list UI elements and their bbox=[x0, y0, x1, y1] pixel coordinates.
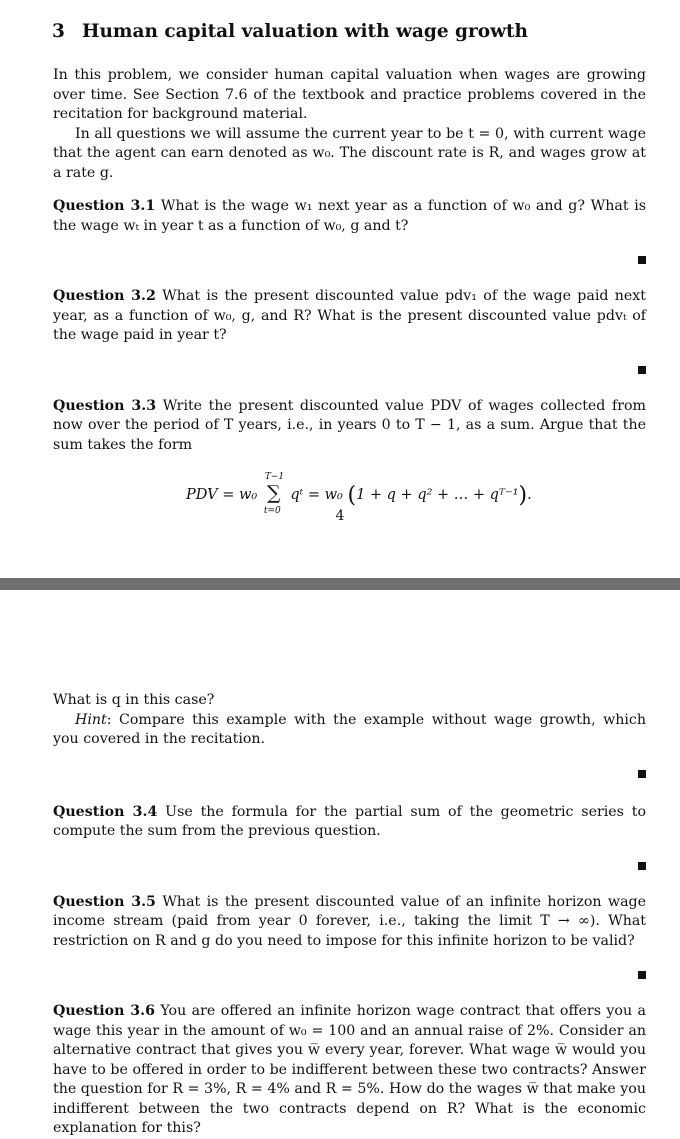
hint-paragraph bbox=[53, 711, 646, 750]
section-heading bbox=[52, 20, 646, 44]
equation-end: . bbox=[527, 486, 532, 503]
sum-term: qᵗ = w₀ bbox=[290, 486, 343, 503]
question-3-5 bbox=[53, 893, 646, 952]
equation-line: PDV = w₀ T−1 ∑ t=0 qᵗ = w₀ (1 + q + q² + … + qᵀ⁻¹). bbox=[186, 484, 532, 506]
qed-row bbox=[53, 842, 646, 894]
question-3-6-label: Question 3.6 bbox=[53, 1003, 155, 1019]
qed-row bbox=[53, 951, 646, 1003]
assumptions-paragraph: In all questions we will assume the current year to be t = 0, with current wage that the agent can earn denoted as w₀. The discount rate is R, and wages grow at a rate g. bbox=[53, 125, 646, 181]
sum-upper-limit: T−1 bbox=[264, 472, 285, 482]
qed-row bbox=[53, 750, 646, 804]
qed-row bbox=[53, 236, 646, 288]
question-3-3-label: Question 3.3 bbox=[53, 397, 157, 414]
page-number: 4 bbox=[335, 508, 345, 524]
section-number: 3 bbox=[52, 21, 65, 42]
question-3-2 bbox=[53, 287, 646, 346]
question-3-4-text: Use the formula for the partial sum of the geometric series to compute the sum from the previous question. bbox=[53, 803, 647, 839]
end-of-question-icon bbox=[638, 770, 646, 778]
question-3-2-text: What is the present discounted value pdv₁ of the wage paid next year, as a function of w₀, g, and R? What is the present discounted value pdvₜ of the wage paid in year t? bbox=[53, 288, 647, 343]
intro-paragraph: In this problem, we consider human capital valuation when wages are growing over time. See Section 7.6 of the textbook and practice problems covered in the recitation for background material. bbox=[53, 67, 646, 122]
question-3-1 bbox=[53, 197, 646, 236]
equation-lhs: PDV = w₀ bbox=[186, 486, 258, 503]
geometric-series: 1 + q + q² + … + qᵀ⁻¹ bbox=[356, 486, 519, 503]
question-3-5-text: What is the present discounted value of an infinite horizon wage income stream (paid from year 0 forever, i.e., taking the limit T → ∞). What restriction on R and g do you need to impose for this infinite horizon to be valid? bbox=[53, 893, 646, 949]
end-of-question-icon bbox=[638, 256, 646, 264]
page-4-content bbox=[53, 20, 646, 521]
question-3-6-text: You are offered an infinite horizon wage contract that offers you a wage this year in the amount of w₀ = 100 and an annual raise of 2%. Consider an alternative contract that gives you w̅ every year, forever. What wage w̅ would you have to be offered in order to be indifferent between these two contracts? Answer the question for R = 3%, R = 4% and R = 5%. How do the wages w̅ that make you indifferent between the two contracts depend on R? What is the economic explanation for this? bbox=[53, 1003, 646, 1136]
question-3-4-label: Question 3.4 bbox=[53, 803, 158, 820]
sum-lower-limit: t=0 bbox=[263, 506, 281, 516]
page-divider bbox=[0, 578, 680, 590]
end-of-question-icon bbox=[638, 366, 646, 374]
end-of-question-icon bbox=[638, 862, 646, 870]
question-3-4 bbox=[53, 803, 646, 842]
page-5-content bbox=[53, 691, 646, 1139]
summation-symbol: T−1 ∑ t=0 bbox=[262, 484, 286, 506]
hint-label: Hint bbox=[75, 711, 107, 728]
question-3-3-text: Write the present discounted value PDV of wages collected from now over the period of T years, i.e., in years 0 to T − 1, as a sum. Argue that the sum takes the form bbox=[53, 397, 647, 453]
hint-text: : Compare this example with the example without wage growth, which you covered in the recitation. bbox=[53, 711, 646, 747]
question-3-5-label: Question 3.5 bbox=[53, 893, 156, 910]
question-3-1-text: What is the wage w₁ next year as a function of w₀ and g? What is the wage wₜ in year t as a function of w₀, g and t? bbox=[53, 198, 647, 234]
question-3-2-label: Question 3.2 bbox=[53, 288, 156, 304]
question-3-1-label: Question 3.1 bbox=[53, 198, 156, 214]
question-3-6 bbox=[53, 1002, 646, 1139]
page-5 bbox=[0, 590, 680, 1136]
question-3-3 bbox=[53, 397, 646, 456]
what-is-q: What is q in this case? bbox=[53, 692, 215, 708]
end-of-question-icon bbox=[638, 971, 646, 979]
qed-row bbox=[53, 346, 646, 398]
section-title: Human capital valuation with wage growth bbox=[82, 21, 528, 42]
